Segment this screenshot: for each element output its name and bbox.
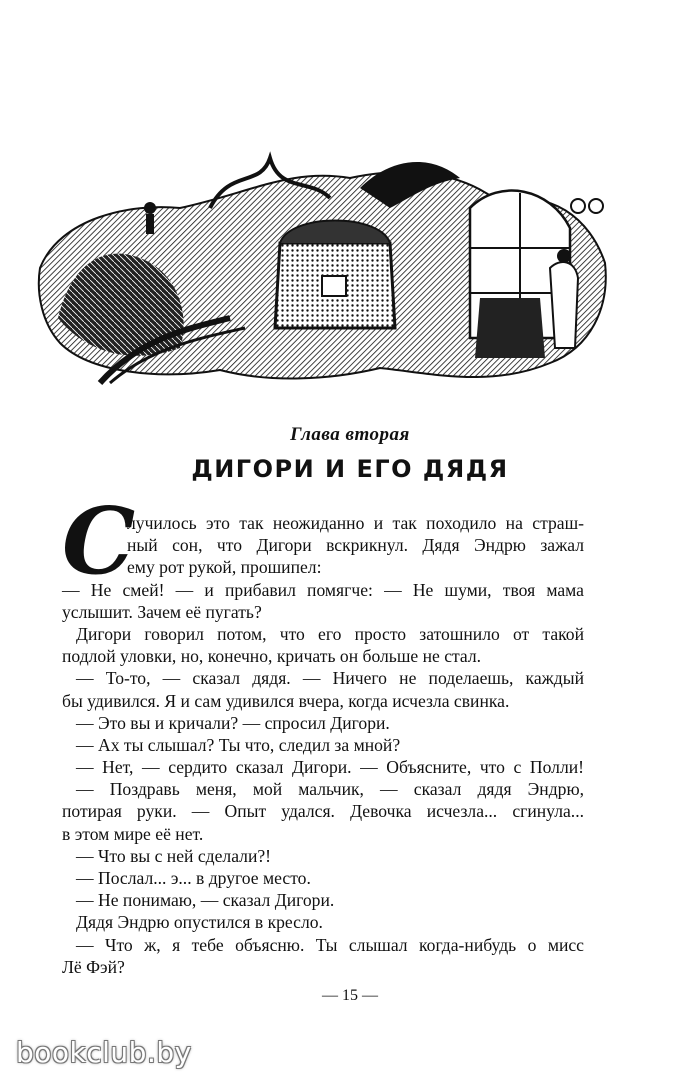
text-line: — Нет, — сердито сказал Дигори. — Объясните, что с Полли! <box>76 757 584 778</box>
drop-cap: С <box>62 487 136 595</box>
body-text <box>62 512 584 978</box>
chapter-title: ДИГОРИ И ЕГО ДЯДЯ <box>191 455 509 483</box>
text-line: — Что вы с ней сделали?! <box>76 845 272 866</box>
text-line: бы удивился. Я и сам удивился вчера, когда исчезла свинка. <box>62 690 510 711</box>
text-line: ный сон, что Дигори вскрикнул. Дядя Эндрю зажал <box>127 535 584 556</box>
text-line: — Что ж, я тебе объясню. Ты слышал когда-нибудь о мисс <box>76 934 584 955</box>
text-line: Дядя Эндрю опустился в кресло. <box>76 912 323 933</box>
chapter-illustration <box>30 148 612 388</box>
text-line: ему рот рукой, прошипел: <box>127 557 322 578</box>
text-line: услышит. Зачем её пугать? <box>62 601 262 622</box>
text-line: Лё Фэй? <box>62 956 125 977</box>
text-line: — Ах ты слышал? Ты что, следил за мной? <box>76 734 401 755</box>
text-line: — Это вы и кричали? — спросил Дигори. <box>76 712 390 733</box>
text-line: — Не понимаю, — сказал Дигори. <box>76 890 335 911</box>
text-line: в этом мире её нет. <box>62 823 204 844</box>
watermark-logo: bookclub.by <box>16 1036 192 1069</box>
text-line: — Поздравь меня, мой мальчик, — сказал дядя Эндрю, <box>76 779 584 800</box>
text-line: подлой уловки, но, конечно, кричать он больше не стал. <box>62 646 482 667</box>
text-line: — Не смей! — и прибавил помягче: — Не шуми, твоя мама <box>62 579 584 600</box>
text-line: Дигори говорил потом, что его просто затошнило от такой <box>76 623 584 644</box>
text-line: — Послал... э... в другое место. <box>76 868 311 888</box>
chapter-label: Глава вторая <box>290 424 410 445</box>
text-line: лучилось это так неожиданно и так походило на страш- <box>127 513 584 533</box>
page-number: — 15 — <box>322 987 378 1004</box>
text-line: — То-то, — сказал дядя. — Ничего не поделаешь, каждый <box>76 668 584 689</box>
text-line: потирая руки. — Опыт удался. Девочка исчезла... сгинула... <box>62 801 584 822</box>
